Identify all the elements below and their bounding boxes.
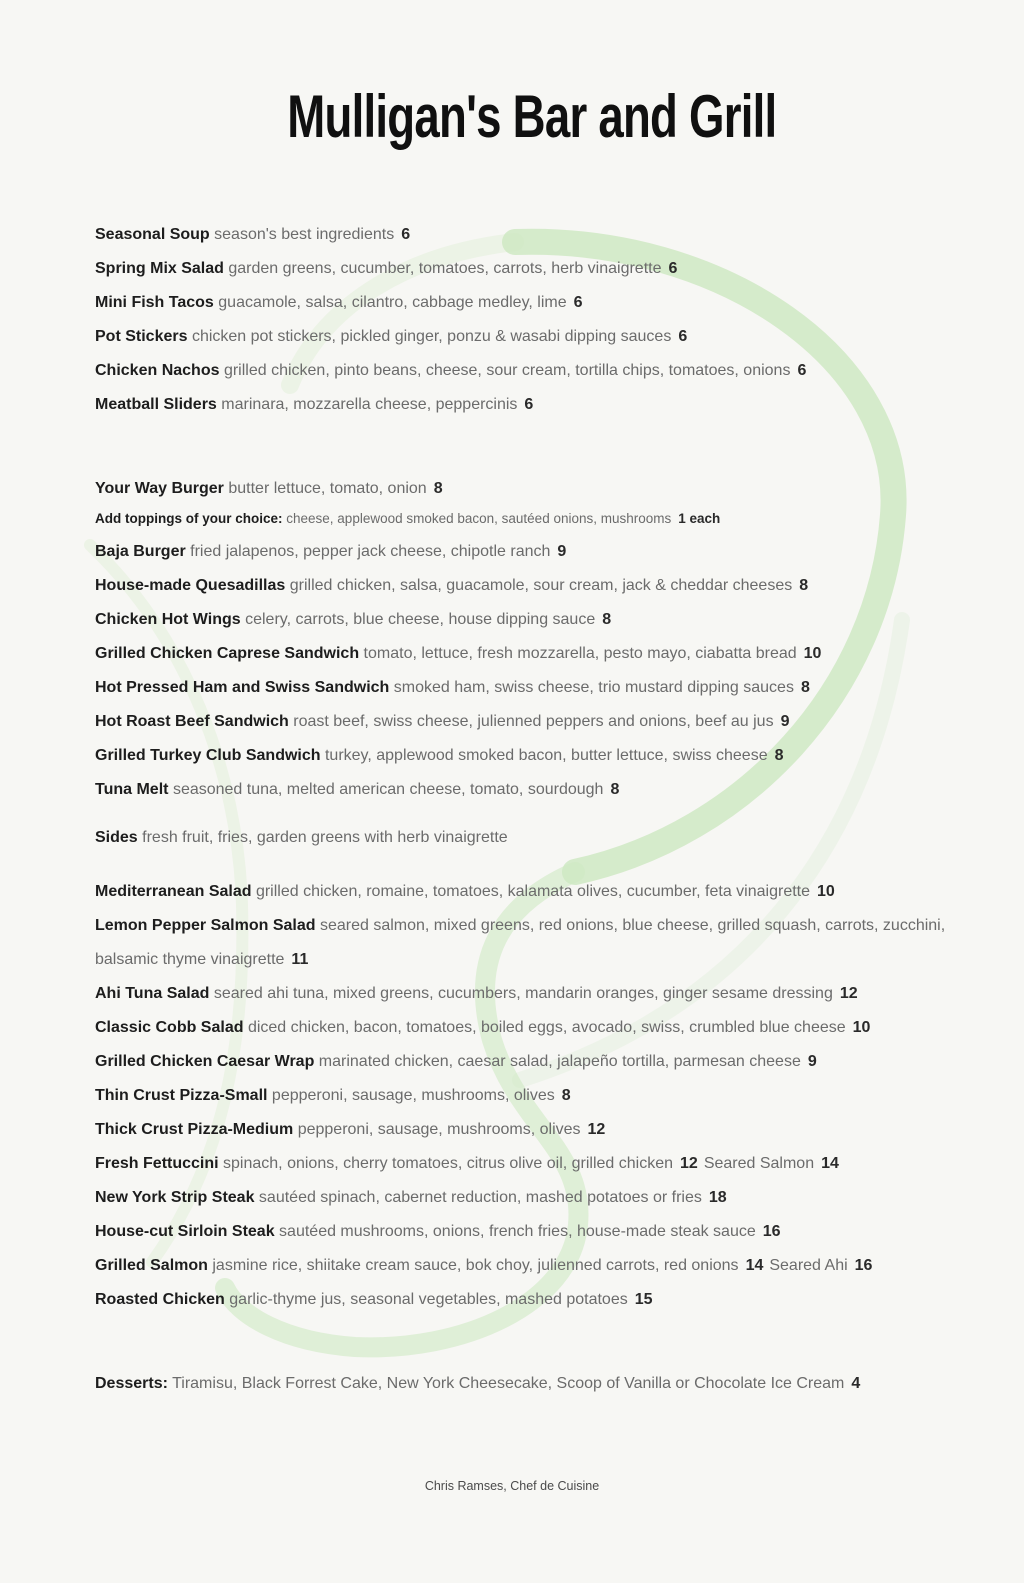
- menu-item: [95, 569, 969, 603]
- menu-item-description: seasoned tuna, melted american cheese, tomato, sourdough: [172, 781, 604, 798]
- menu-item-description: butter lettuce, tomato, onion: [228, 480, 427, 497]
- menu-item: [95, 909, 969, 977]
- menu-item-price: 4: [851, 1375, 861, 1392]
- menu-section-s5: [95, 1367, 969, 1401]
- menu-item-description: garlic-thyme jus, seasonal vegetables, mashed potatoes: [229, 1291, 628, 1308]
- menu-item-name: Chicken Nachos: [95, 362, 220, 379]
- menu-item-description: pepperoni, sausage, mushrooms, olives: [271, 1087, 555, 1104]
- menu-item-name: Roasted Chicken: [95, 1291, 225, 1308]
- menu-item-extra-label: Seared Salmon: [703, 1155, 815, 1172]
- menu-item: [95, 1367, 969, 1401]
- menu-item-name: Chicken Hot Wings: [95, 611, 241, 628]
- menu-item: [95, 705, 969, 739]
- menu-item: [95, 671, 969, 705]
- menu-item-description: smoked ham, swiss cheese, trio mustard dipping sauces: [393, 679, 794, 696]
- menu-item-price: 9: [780, 713, 790, 730]
- menu-item-name: Grilled Turkey Club Sandwich: [95, 747, 321, 764]
- menu-item: [95, 354, 969, 388]
- menu-item-description: seared ahi tuna, mixed greens, cucumbers, mandarin oranges, ginger sesame dressing: [213, 985, 833, 1002]
- menu-item-description: pepperoni, sausage, mushrooms, olives: [297, 1121, 581, 1138]
- menu-item-description: grilled chicken, salsa, guacamole, sour cream, jack & cheddar cheeses: [289, 577, 793, 594]
- menu-item-name: House-cut Sirloin Steak: [95, 1223, 275, 1240]
- menu-item: [95, 1011, 969, 1045]
- menu-item-price: 6: [573, 294, 583, 311]
- menu-item: [95, 875, 969, 909]
- menu-item: [95, 1045, 969, 1079]
- menu-item-description: guacamole, salsa, cilantro, cabbage medley, lime: [218, 294, 567, 311]
- menu-item-description: marinara, mozzarella cheese, peppercinis: [221, 396, 518, 413]
- menu-item-price: 8: [602, 611, 612, 628]
- menu-item-name: Tuna Melt: [95, 781, 169, 798]
- menu-item-description: tomato, lettuce, fresh mozzarella, pesto mayo, ciabatta bread: [363, 645, 797, 662]
- menu-item-price: 8: [799, 577, 809, 594]
- menu-item-name: Mediterranean Salad: [95, 883, 252, 900]
- menu-item: [95, 1079, 969, 1113]
- menu-item-description: season's best ingredients: [214, 226, 395, 243]
- menu-item-description: sautéed spinach, cabernet reduction, mashed potatoes or fries: [258, 1189, 702, 1206]
- menu-item: [95, 535, 969, 569]
- menu-item-name: Your Way Burger: [95, 480, 224, 497]
- menu-item-price: 8: [774, 747, 784, 764]
- menu-item-description: spinach, onions, cherry tomatoes, citrus olive oil, grilled chicken: [223, 1155, 674, 1172]
- menu-item-price: 12: [587, 1121, 606, 1138]
- page-title-text: Mulligan's Bar and Grill: [287, 83, 777, 150]
- menu-item-description: chicken pot stickers, pickled ginger, ponzu & wasabi dipping sauces: [191, 328, 672, 345]
- chef-signature: Chris Ramses, Chef de Cuisine: [424, 1479, 600, 1493]
- menu-item-price: 9: [807, 1053, 817, 1070]
- menu-item-name: Sides: [95, 829, 138, 846]
- menu-item: [95, 977, 969, 1011]
- menu-item-price: 16: [762, 1223, 781, 1240]
- menu-item-name: New York Strip Steak: [95, 1189, 255, 1206]
- menu-item-price: 6: [524, 396, 534, 413]
- menu-item-name: House-made Quesadillas: [95, 577, 286, 594]
- menu-item-description: diced chicken, bacon, tomatoes, boiled eggs, avocado, swiss, crumbled blue cheese: [247, 1019, 846, 1036]
- menu-item-price: 1 each: [678, 511, 721, 526]
- menu-item-description: grilled chicken, romaine, tomatoes, kalamata olives, cucumber, feta vinaigrette: [255, 883, 810, 900]
- menu-item-name: Add toppings of your choice:: [95, 511, 283, 526]
- menu-item-price: 15: [634, 1291, 653, 1308]
- menu-item-name: Spring Mix Salad: [95, 260, 224, 277]
- menu-item: [95, 506, 969, 531]
- menu-item-name: Meatball Sliders: [95, 396, 217, 413]
- menu-item: [95, 218, 969, 252]
- menu-item-description: celery, carrots, blue cheese, house dipping sauce: [245, 611, 596, 628]
- menu-item-price: 8: [610, 781, 620, 798]
- menu-item-name: Seasonal Soup: [95, 226, 210, 243]
- menu-item-description: marinated chicken, caesar salad, jalapeño tortilla, parmesan cheese: [318, 1053, 801, 1070]
- menu-item-name: Thick Crust Pizza-Medium: [95, 1121, 294, 1138]
- menu-section-s1: [95, 218, 969, 422]
- menu-item-price: 8: [433, 480, 443, 497]
- menu-item: [95, 1181, 969, 1215]
- menu-item-price: 11: [291, 951, 309, 968]
- menu-item-name: Lemon Pepper Salmon Salad: [95, 917, 316, 934]
- menu-item-price: 10: [852, 1019, 871, 1036]
- menu-item-description: Tiramisu, Black Forrest Cake, New York Cheesecake, Scoop of Vanilla or Chocolate Ice Cream: [172, 1375, 845, 1392]
- menu-item-name: Pot Stickers: [95, 328, 188, 345]
- menu-item-price: 10: [803, 645, 822, 662]
- menu-item-name: Hot Pressed Ham and Swiss Sandwich: [95, 679, 390, 696]
- menu-item-price: 6: [401, 226, 411, 243]
- menu-item: [95, 1215, 969, 1249]
- menu-item: [95, 1113, 969, 1147]
- menu-item-name: Baja Burger: [95, 543, 186, 560]
- menu-item-price: 6: [678, 328, 688, 345]
- menu-section-s2: [95, 472, 969, 807]
- menu-item-name: Ahi Tuna Salad: [95, 985, 210, 1002]
- menu-item: [95, 1283, 969, 1317]
- menu-item-price: 12: [680, 1155, 698, 1172]
- menu-item-name: Fresh Fettuccini: [95, 1155, 219, 1172]
- menu-sections: [95, 218, 969, 1401]
- menu-section-s3: [95, 821, 969, 855]
- menu-item: [95, 320, 969, 354]
- menu-item-description: sautéed mushrooms, onions, french fries, house-made steak sauce: [279, 1223, 756, 1240]
- menu-item: [95, 388, 969, 422]
- menu-item: [95, 773, 969, 807]
- menu-item-name: Classic Cobb Salad: [95, 1019, 244, 1036]
- menu-item-description: grilled chicken, pinto beans, cheese, sour cream, tortilla chips, tomatoes, onions: [223, 362, 791, 379]
- menu-item-name: Hot Roast Beef Sandwich: [95, 713, 289, 730]
- menu-item-price: 18: [708, 1189, 727, 1206]
- menu-item-description: fried jalapenos, pepper jack cheese, chipotle ranch: [190, 543, 551, 560]
- menu-item-name: Grilled Salmon: [95, 1257, 208, 1274]
- page-title: [95, 83, 969, 150]
- menu-item: [95, 1147, 969, 1181]
- menu-item-extra-price: 14: [821, 1155, 839, 1172]
- menu-item: [95, 603, 969, 637]
- menu-item-name: Desserts:: [95, 1375, 168, 1392]
- menu-item-price: 14: [745, 1257, 764, 1274]
- menu-item-price: 10: [817, 883, 835, 900]
- menu-item-description: jasmine rice, shiitake cream sauce, bok choy, julienned carrots, red onions: [212, 1257, 739, 1274]
- menu-item: [95, 286, 969, 320]
- menu-item-price: 6: [668, 260, 678, 277]
- menu-item: [95, 637, 969, 671]
- menu-section-s4: [95, 875, 969, 1317]
- menu-item-price: 8: [561, 1087, 571, 1104]
- menu-item: [95, 821, 969, 855]
- menu-item-description: turkey, applewood smoked bacon, butter lettuce, swiss cheese: [324, 747, 768, 764]
- menu-item-description: garden greens, cucumber, tomatoes, carrots, herb vinaigrette: [228, 260, 662, 277]
- menu-item-price: 8: [800, 679, 810, 696]
- menu-item-description: cheese, applewood smoked bacon, sautéed onions, mushrooms: [286, 511, 672, 526]
- menu-item-name: Mini Fish Tacos: [95, 294, 214, 311]
- menu-item: [95, 472, 969, 506]
- menu-item-price: 6: [797, 362, 807, 379]
- menu-item-price: 9: [557, 543, 567, 560]
- menu-item-description: seared salmon, mixed greens, red onions, blue cheese, grilled squash, carrots, zucchini, balsamic thyme vinaigrette: [95, 917, 946, 968]
- menu-item-name: Grilled Chicken Caprese Sandwich: [95, 645, 360, 662]
- menu-item-description: fresh fruit, fries, garden greens with herb vinaigrette: [142, 829, 508, 846]
- menu-item-extra-label: Seared Ahi: [769, 1257, 848, 1274]
- menu-item: [95, 739, 969, 773]
- menu-item-price: 12: [839, 985, 858, 1002]
- menu-item-extra-price: 16: [854, 1257, 873, 1274]
- menu-item-name: Thin Crust Pizza-Small: [95, 1087, 268, 1104]
- menu-item-name: Grilled Chicken Caesar Wrap: [95, 1053, 315, 1070]
- menu-item-description: roast beef, swiss cheese, julienned peppers and onions, beef au jus: [293, 713, 774, 730]
- menu-item: [95, 1249, 969, 1283]
- menu-item: [95, 252, 969, 286]
